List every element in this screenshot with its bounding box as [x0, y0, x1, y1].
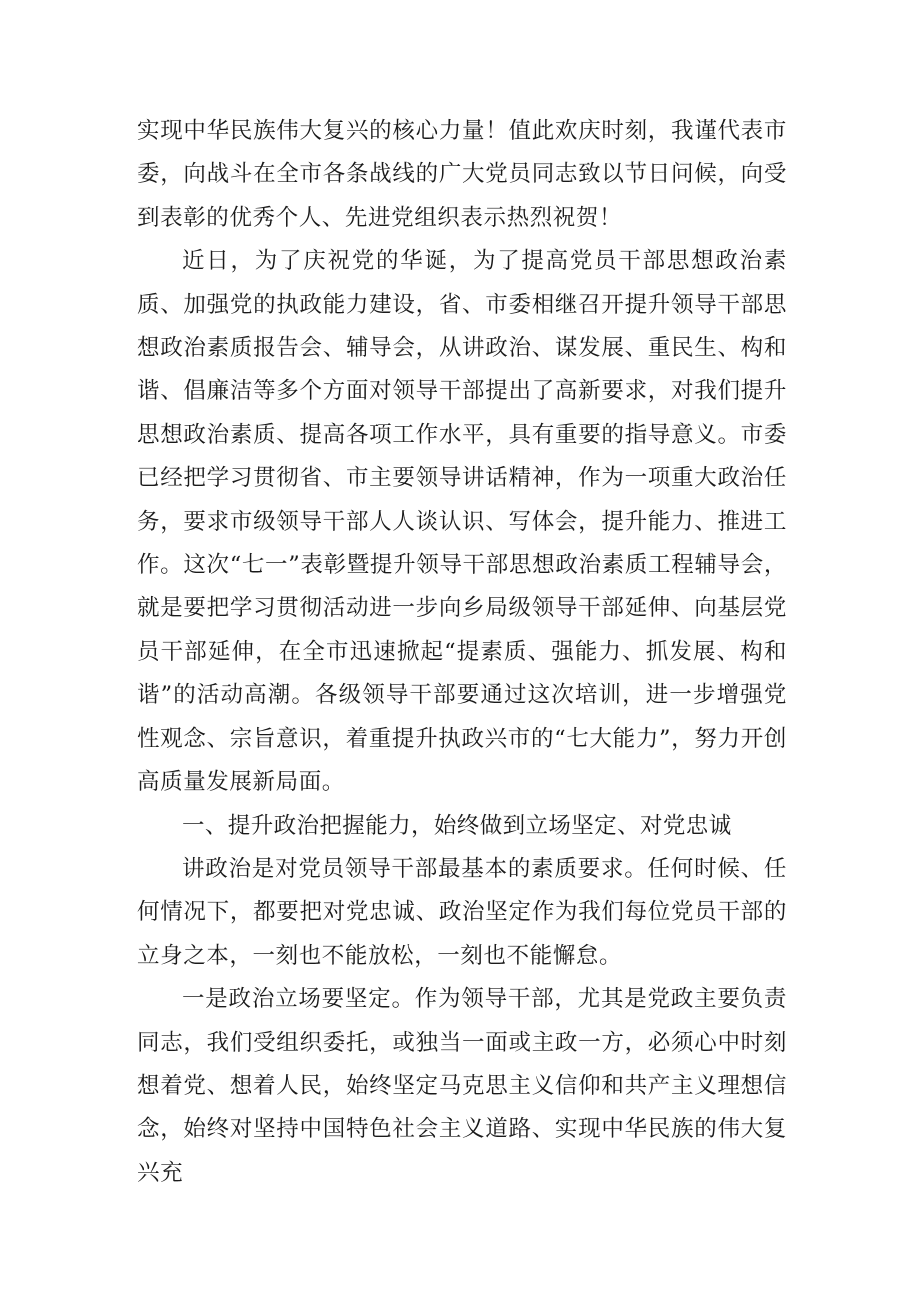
document-body [137, 110, 787, 1195]
paragraph-politics-requirement: 讲政治是对党员领导干部最基本的素质要求。任何时候、任何情况下，都要把对党忠诚、政治坚定作为我们每位党员干部的立身之本，一刻也不能放松，一刻也不能懈怠。 [137, 855, 787, 969]
paragraph-political-stance: 一是政治立场要坚定。作为领导干部，尤其是党政主要负责同志，我们受组织委托，或独当一面或主政一方，必须心中时刻想着党、想着人民，始终坚定马克思主义信仰和共产主义理想信念，始终对坚持中国特色社会主义道路、实现中华民族的伟大复兴充 [137, 986, 787, 1186]
paragraph-intro-continuation: 实现中华民族伟大复兴的核心力量！值此欢庆时刻，我谨代表市委，向战斗在全市各条战线的广大党员同志致以节日问候，向受到表彰的优秀个人、先进党组织表示热烈祝贺！ [137, 118, 787, 231]
section-heading-1: 一、提升政治把握能力，始终做到立场坚定、对党忠诚 [182, 812, 732, 839]
paragraph-recent-events: 近日，为了庆祝党的华诞，为了提高党员干部思想政治素质、加强党的执政能力建设，省、市委相继召开提升领导干部思想政治素质报告会、辅导会，从讲政治、谋发展、重民生、构和谐、倡廉洁等多个方面对领导干部提出了高新要求，对我们提升思想政治素质、提高各项工作水平，具有重要的指导意义。市委已经把学习贯彻省、市主要领导讲话精神，作为一项重大政治任务，要求市级领导干部人人谈认识、写体会，提升能力、推进工作。这次“七一”表彰暨提升领导干部思想政治素质工程辅导会，就是要把学习贯彻活动进一步向乡局级领导干部延伸、向基层党员干部延伸，在全市迅速掀起“提素质、强能力、抓发展、构和谐”的活动高潮。各级领导干部要通过这次培训，进一步增强党性观念、宗旨意识，着重提升执政兴市的“七大能力”，努力开创高质量发展新局面。 [137, 248, 787, 796]
